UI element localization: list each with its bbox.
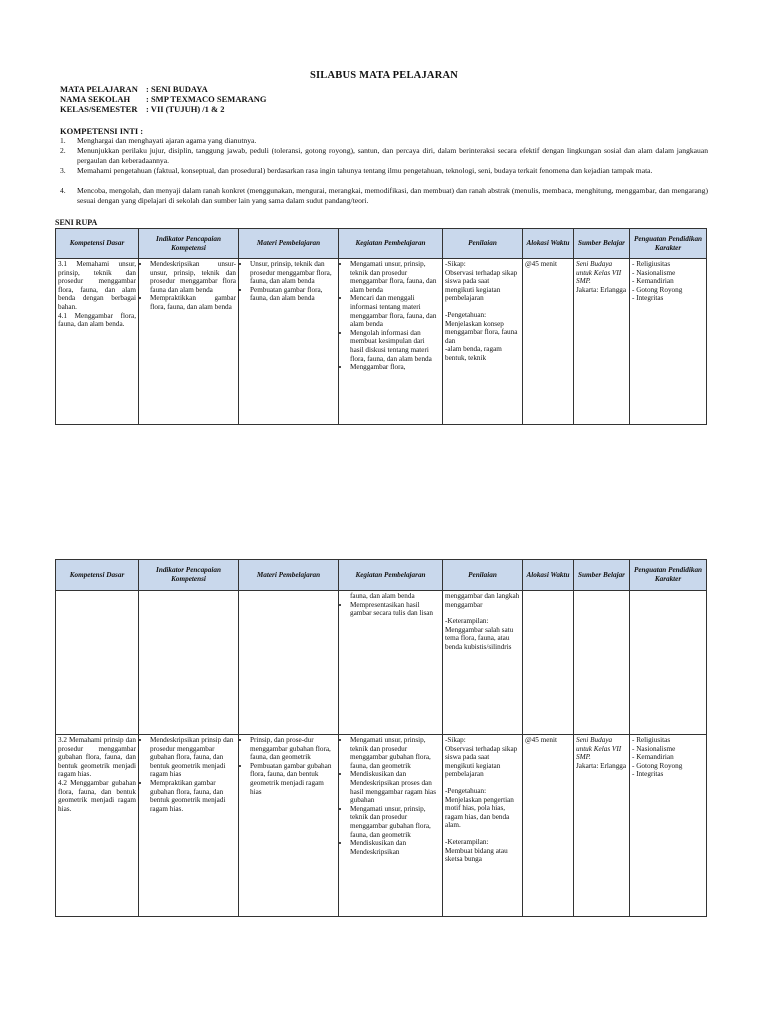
ki-number: 1. — [60, 136, 66, 145]
header-cell: Indikator Pencapaian Kompetensi — [139, 229, 239, 259]
karakter-cell — [630, 591, 707, 735]
list-item: • Mempraktikkan gambar flora, fauna, dan alam benda — [150, 294, 236, 311]
meta-value: : SMP TEXMACO SEMARANG — [146, 94, 267, 104]
header-cell: Indikator Pencapaian Kompetensi — [139, 560, 239, 591]
meta-class — [60, 104, 224, 114]
penilaian-line: -Sikap: — [445, 736, 466, 744]
list-item: • Mendiskusikan dan Mendeskripsikan — [350, 839, 440, 856]
sumber-line: Seni Budaya untuk Kelas VII SMP. — [576, 736, 622, 762]
meta-value: : VII (TUJUH) /1 & 2 — [146, 104, 225, 114]
header-cell: Materi Pembelajaran — [239, 560, 339, 591]
ki-item — [60, 166, 708, 176]
penilaian-line: -Keterampilan: — [445, 617, 489, 626]
header-cell: Sumber Belajar — [574, 229, 630, 259]
kd-item: 4.2 Menggambar gubahan flora, fauna, dan bentuk geometrik menjadi ragam hias. — [58, 778, 136, 813]
meta-value: : SENI BUDAYA — [146, 84, 208, 94]
indikator-cell — [139, 591, 239, 735]
header-cell: Penguatan Pendidikan Karakter — [630, 229, 707, 259]
alokasi-cell: @45 menit — [523, 259, 574, 425]
penilaian-line: -Keterampilan: — [445, 837, 489, 846]
penilaian-cell — [443, 259, 523, 425]
sumber-line: Jakarta: Erlangga — [576, 761, 627, 770]
ki-text: Memahami pengetahuan (faktual, konseptual, dan prosedural) berdasarkan rasa ingin tahunya tentang ilmu pengetahuan, teknologi, seni, budaya terkait fenomena dan kejadian tampak mata. — [77, 166, 653, 175]
ki-item — [60, 186, 708, 206]
header-cell: Materi Pembelajaran — [239, 229, 339, 259]
header-cell: Penilaian — [443, 229, 523, 259]
header-cell: Penguatan Pendidikan Karakter — [630, 560, 707, 591]
karakter-item: - Kemandirian — [632, 277, 674, 286]
meta-key: NAMA SEKOLAH — [60, 94, 131, 104]
list-item: • Mendeskripsikan unsur-unsur, prinsip, teknik dan prosedur menggambar flora fauna dan alam benda — [150, 260, 236, 294]
ki-number: 3. — [60, 166, 66, 175]
penilaian-line: Menggambar salah satu tema flora, fauna, atau benda kubistis/silindris — [445, 625, 514, 651]
meta-key: MATA PELAJARAN — [60, 84, 138, 94]
karakter-cell — [630, 259, 707, 425]
penilaian-cell — [443, 591, 523, 735]
karakter-item: - Integritas — [632, 770, 664, 779]
penilaian-line: -alam benda, ragam bentuk, teknik — [445, 345, 502, 362]
kegiatan-cell — [339, 591, 443, 735]
list-item: • Mengamati unsur, prinsip, teknik dan prosedur menggambar gubahan flora, fauna, dan geometrik — [350, 805, 440, 839]
materi-cell — [239, 735, 339, 917]
section-label: SENI RUPA — [55, 218, 98, 227]
syllabus-table-1 — [55, 228, 707, 425]
list-item: • Mengolah informasi dan membuat kesimpulan dari hasil diskusi tentang materi flora, fauna, dan alam benda — [350, 329, 440, 363]
penilaian-line: Observasi terhadap sikap siswa pada saat mengikuti kegiatan pembelajaran — [445, 268, 518, 303]
kd-item: 4.1 Menggambar flora, fauna, dan alam benda. — [58, 311, 136, 329]
karakter-item: - Gotong Royong — [632, 285, 683, 294]
ki-text: Menunjukkan perilaku jujur, disiplin, tanggung jawab, peduli (toleransi, gotong royong), santun, dan percaya diri, dalam berinteraksi secara efektif dengan lingkungan sosial dan alam dalam jangkauan pergaulan dan keberadaannya. — [77, 146, 708, 166]
karakter-item: - Integritas — [632, 294, 664, 303]
penilaian-line: Observasi terhadap sikap siswa pada saat mengikuti kegiatan pembelajaran — [445, 744, 518, 779]
header-cell: Kompetensi Dasar — [56, 229, 139, 259]
table-header-row — [56, 560, 707, 591]
header-cell: Sumber Belajar — [574, 560, 630, 591]
penilaian-line: -Sikap: — [445, 260, 466, 268]
ki-number: 2. — [60, 146, 66, 155]
karakter-item: - Religiusitas — [632, 736, 671, 744]
kd-cell — [56, 735, 139, 917]
indikator-cell — [139, 735, 239, 917]
sumber-cell — [574, 591, 630, 735]
karakter-cell — [630, 735, 707, 917]
list-item: • Mendeskripsikan prinsip dan prosedur menggambar gubahan flora, fauna, dan bentuk geometrik menjadi ragam hias — [150, 736, 236, 779]
sumber-line: Jakarta: Erlangga — [576, 285, 627, 294]
list-item: • Mengamati unsur, prinsip, teknik dan prosedur menggambar gubahan flora, fauna, dan geometrik — [350, 736, 440, 770]
penilaian-line: Membuat bidang atau sketsa bunga — [445, 846, 508, 864]
penilaian-line: -Pengetahuan: — [445, 310, 487, 319]
kegiatan-cell — [339, 735, 443, 917]
karakter-item: - Gotong Royong — [632, 761, 683, 770]
list-item: • Mempresentasikan hasil gambar secara tulis dan lisan — [350, 601, 440, 618]
penilaian-cell — [443, 735, 523, 917]
header-cell: Kompetensi Dasar — [56, 560, 139, 591]
list-item: • Pembuatan gambar gubahan flora, fauna, dan bentuk geometrik menjadi ragam hias — [250, 762, 336, 796]
meta-school — [60, 94, 267, 104]
list-item: • Menggambar flora, — [350, 363, 440, 372]
table-row — [56, 735, 707, 917]
alokasi-cell — [523, 591, 574, 735]
kd-item: 3.1 Memahami unsur, prinsip, teknik dan prosedur menggambar flora, fauna, dan alam benda dengan berbagai bahan. — [58, 260, 136, 311]
header-cell: Alokasi Waktu — [523, 229, 574, 259]
ki-item — [60, 136, 708, 146]
karakter-item: - Kemandirian — [632, 753, 674, 762]
penilaian-line: -Pengetahuan: — [445, 786, 487, 795]
list-item: • Mengamati unsur, prinsip, teknik dan prosedur menggambar flora, fauna, dan alam benda — [350, 260, 440, 294]
kd-cell — [56, 259, 139, 425]
sumber-cell — [574, 735, 630, 917]
penilaian-line: Menjelaskan konsep menggambar flora, fauna dan — [445, 319, 518, 345]
kd-item: 3.2 Memahami prinsip dan prosedur menggambar gubahan flora, fauna, dan bentuk geometrik menjadi ragam hias. — [58, 736, 136, 779]
penilaian-line: menggambar dan langkah menggambar — [445, 592, 520, 609]
kd-cell — [56, 591, 139, 735]
kegiatan-cell — [339, 259, 443, 425]
list-item: • Mencari dan menggali informasi tentang materi menggambar flora, fauna, dan alam benda — [350, 294, 440, 328]
list-item: • Pembuatan gambar flora, fauna, dan alam benda — [250, 286, 336, 303]
syllabus-table-2 — [55, 559, 707, 917]
karakter-item: - Religiusitas — [632, 260, 671, 268]
karakter-item: - Nasionalisme — [632, 268, 676, 277]
ki-item — [60, 146, 708, 166]
indikator-cell — [139, 259, 239, 425]
list-item: • Unsur, prinsip, teknik dan prosedur menggambar flora, fauna, dan alam benda — [250, 260, 336, 286]
header-cell: Kegiatan Pembelajaran — [339, 560, 443, 591]
sumber-line: Seni Budaya untuk Kelas VII SMP. — [576, 260, 622, 286]
header-cell: Penilaian — [443, 560, 523, 591]
penilaian-line: Menjelaskan pengertian motif hias, pola hias, ragam hias, dan benda alam. — [445, 795, 514, 830]
document-title: SILABUS MATA PELAJARAN — [309, 70, 459, 81]
ki-heading: KOMPETENSI INTI : — [60, 126, 144, 136]
list-item: • Mendiskusikan dan Mendeskripsikan proses dan hasil menggambar ragam hias gubahan — [350, 770, 440, 804]
materi-cell — [239, 591, 339, 735]
alokasi-cell: @45 menit — [523, 735, 574, 917]
sumber-cell — [574, 259, 630, 425]
header-cell: Kegiatan Pembelajaran — [339, 229, 443, 259]
ki-text: Menghargai dan menghayati ajaran agama yang dianutnya. — [77, 136, 257, 145]
list-item: • Prinsip, dan prose-dur menggambar gubahan flora, fauna, dan geometrik — [250, 736, 336, 762]
table-header-row — [56, 229, 707, 259]
header-cell: Alokasi Waktu — [523, 560, 574, 591]
materi-cell — [239, 259, 339, 425]
table-row-continued — [56, 591, 707, 735]
ki-number: 4. — [60, 186, 66, 195]
kegiatan-continued: fauna, dan alam benda — [350, 592, 415, 600]
list-item: • Mempraktikan gambar gubahan flora, fauna, dan bentuk geometrik menjadi ragam hias. — [150, 779, 236, 813]
meta-key: KELAS/SEMESTER — [60, 104, 138, 114]
table-row — [56, 259, 707, 425]
meta-subject — [60, 84, 208, 94]
karakter-item: - Nasionalisme — [632, 744, 676, 753]
ki-text: Mencoba, mengolah, dan menyaji dalam ranah konkret (menggunakan, mengurai, merangkai, memodifikasi, dan membuat) dan ranah abstrak (menulis, membaca, menghitung, menggambar, dan mengarang) sesuai dengan yang dipelajari di sekolah dan sumber lain yang sama dalam sudut pandang/teori. — [77, 186, 708, 206]
